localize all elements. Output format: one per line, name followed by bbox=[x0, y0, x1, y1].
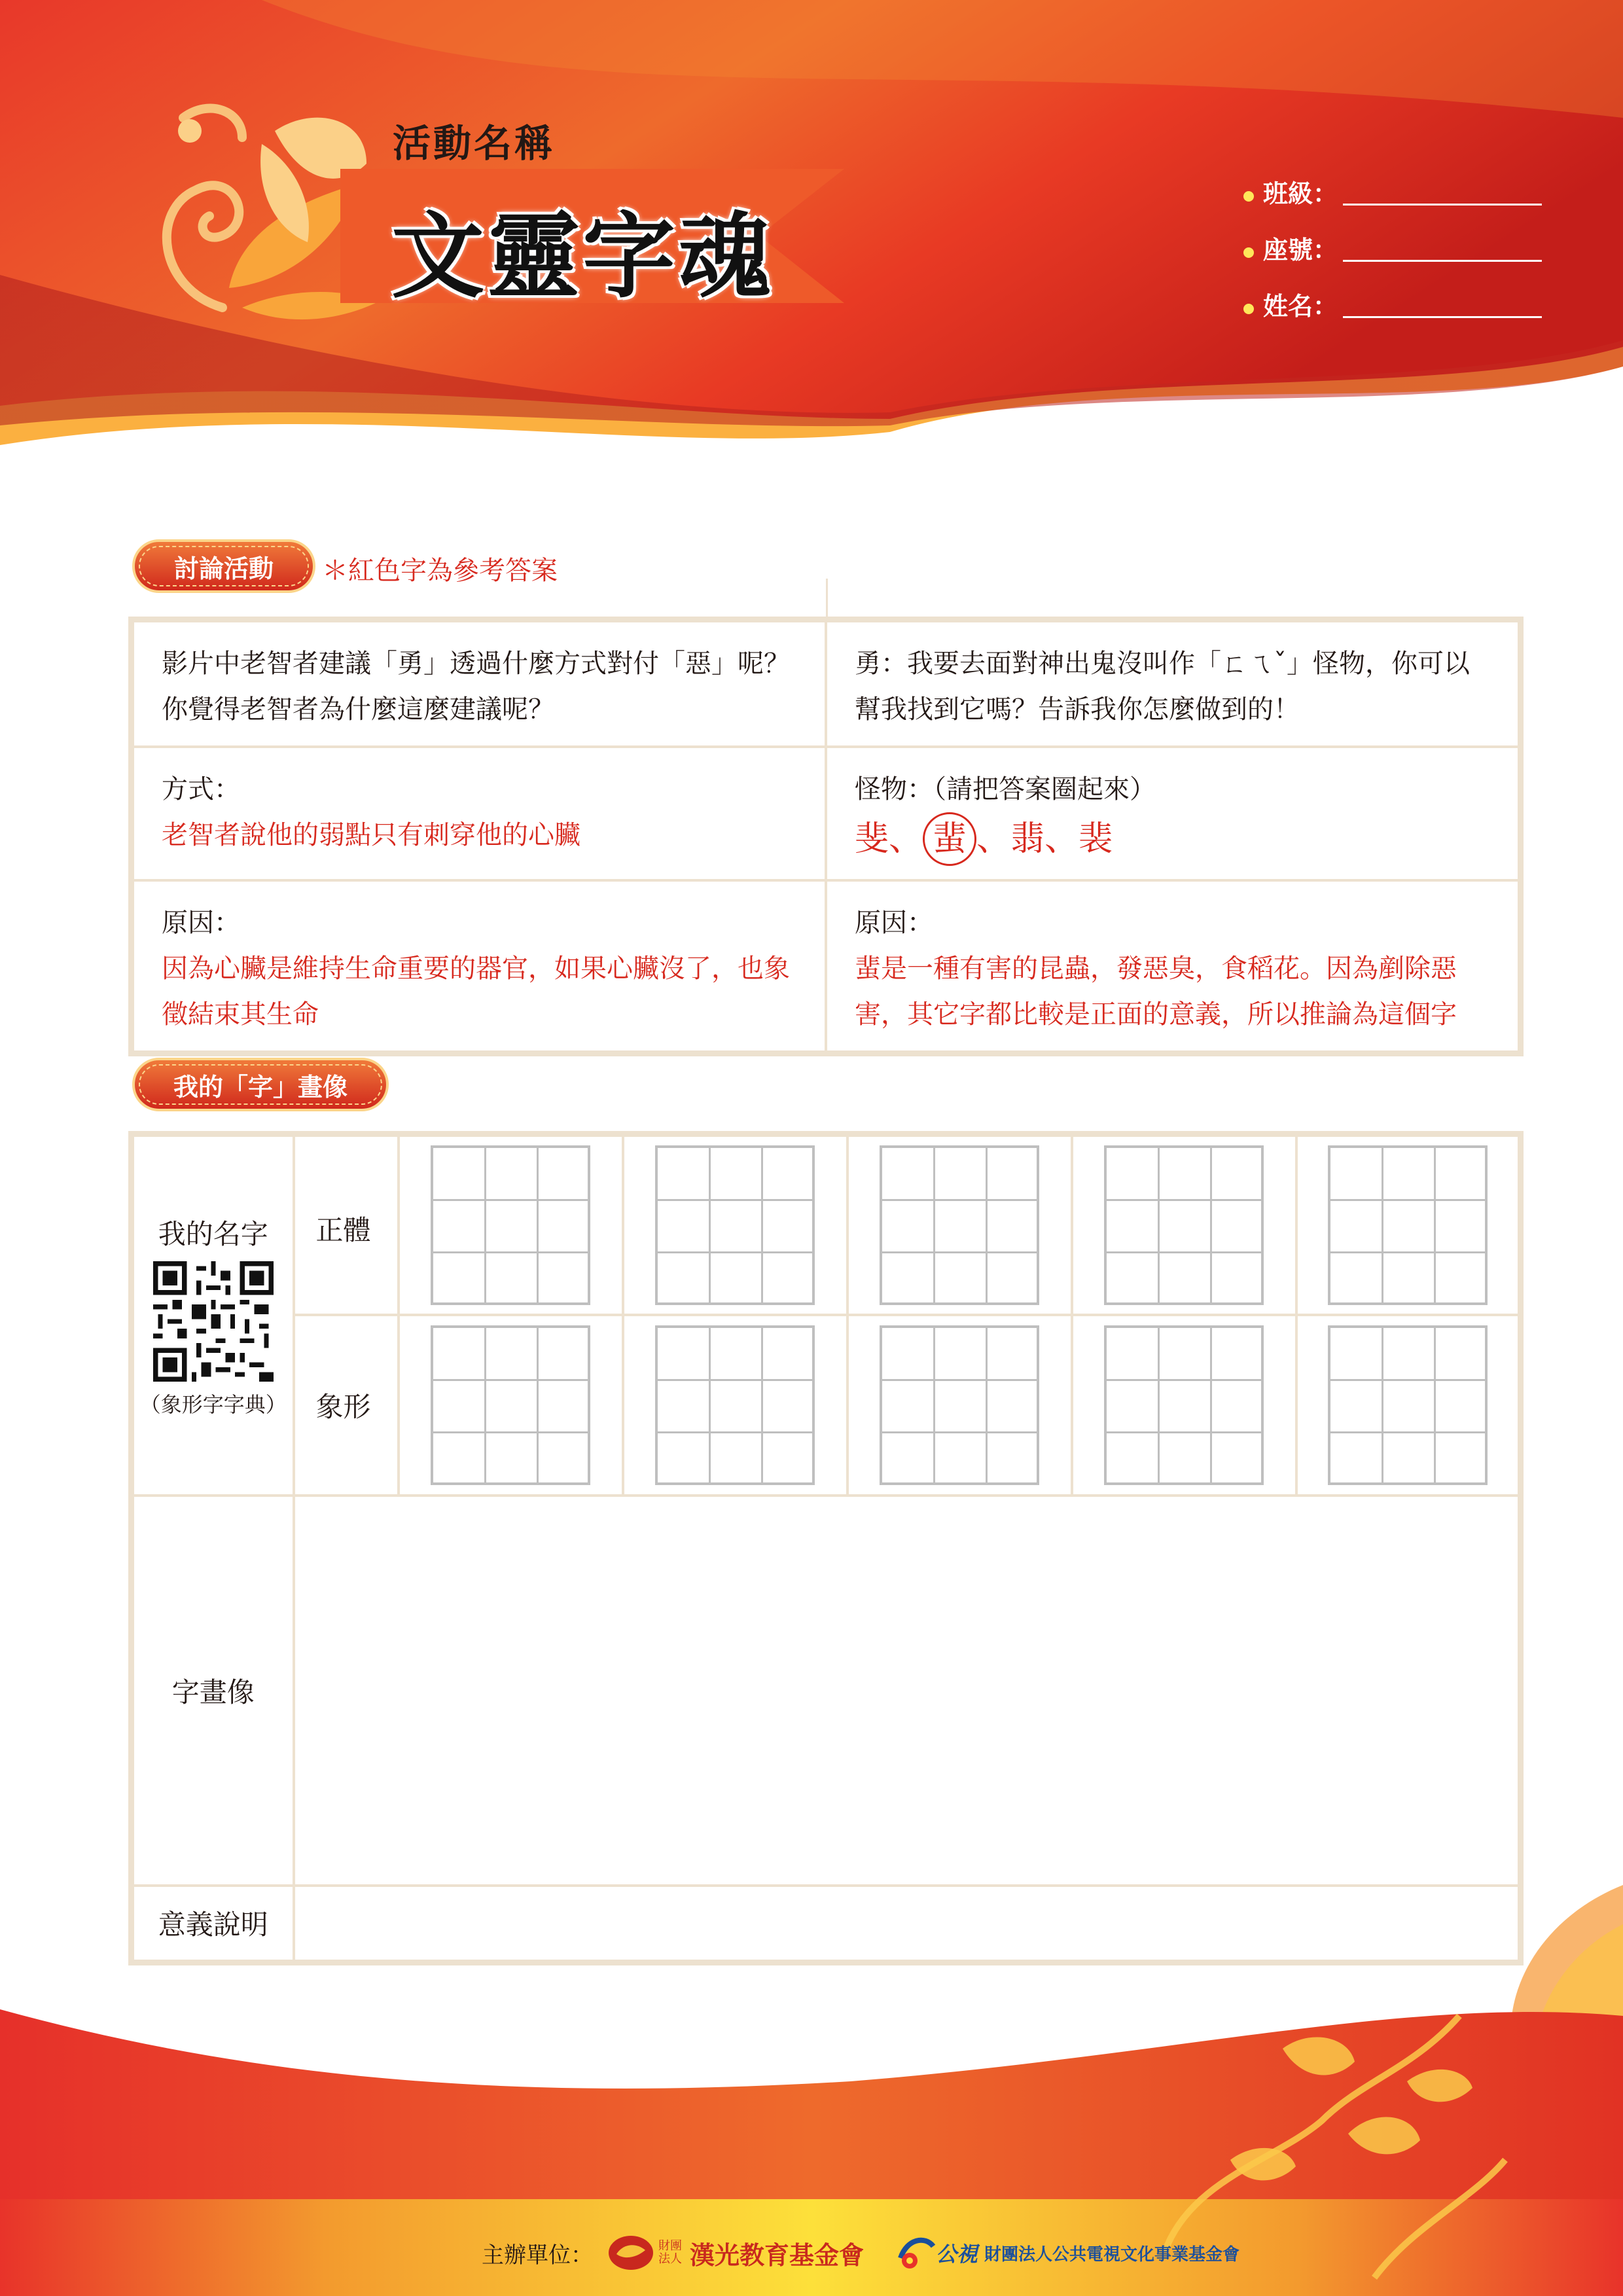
bullet-icon bbox=[1243, 191, 1254, 202]
option-separator: 、 bbox=[889, 819, 923, 859]
column-divider bbox=[826, 579, 828, 618]
portrait-table bbox=[128, 1131, 1524, 1965]
name-label: 姓名： bbox=[1263, 292, 1338, 321]
organizers bbox=[482, 2232, 1240, 2274]
nine-grid bbox=[431, 1145, 590, 1305]
grid-line bbox=[1107, 1199, 1261, 1201]
method-label: 方式： bbox=[162, 774, 240, 804]
standard-script-label: 正體 bbox=[294, 1134, 399, 1315]
class-field-row bbox=[1243, 157, 1542, 213]
org1-name: 漢光教育基金會 bbox=[690, 2240, 865, 2270]
grid-line bbox=[933, 1148, 935, 1302]
monster-option-circled[interactable]: 蜚 bbox=[923, 812, 976, 866]
grid-line bbox=[882, 1379, 1037, 1381]
writing-box[interactable] bbox=[1296, 1315, 1521, 1496]
writing-box[interactable] bbox=[847, 1134, 1072, 1315]
grid-line bbox=[658, 1199, 812, 1201]
grid-line bbox=[1210, 1148, 1212, 1302]
grid-line bbox=[1330, 1199, 1485, 1201]
grid-line bbox=[1107, 1379, 1261, 1381]
grid-line bbox=[882, 1199, 1037, 1201]
answer-note: ＊紅色字為參考答案 bbox=[322, 556, 558, 586]
table-row bbox=[132, 620, 1521, 747]
writing-box[interactable] bbox=[1296, 1134, 1521, 1315]
portrait-section-pill bbox=[132, 1058, 389, 1111]
nine-grid bbox=[880, 1325, 1039, 1485]
grid-line bbox=[1107, 1251, 1261, 1253]
grid-line bbox=[882, 1431, 1037, 1433]
seat-label: 座號： bbox=[1263, 236, 1338, 264]
grid-line bbox=[1330, 1379, 1485, 1381]
grid-line bbox=[709, 1328, 711, 1482]
discussion-section-label: 討論活動 bbox=[173, 554, 274, 583]
reason-answer: 因為心臟是維持生命重要的器官，如果心臟沒了，也象徵結束其生命 bbox=[162, 954, 790, 1030]
method-cell[interactable] bbox=[132, 747, 827, 880]
nine-grid bbox=[431, 1325, 590, 1485]
grid-line bbox=[986, 1148, 988, 1302]
grid-line bbox=[761, 1328, 763, 1482]
my-name-cell bbox=[132, 1134, 294, 1496]
nine-grid bbox=[1104, 1325, 1264, 1485]
table-row bbox=[132, 880, 1521, 1054]
nine-grid bbox=[1328, 1145, 1488, 1305]
monster-options bbox=[855, 812, 1490, 866]
grid-line bbox=[761, 1148, 763, 1302]
reason-label: 原因： bbox=[855, 908, 933, 938]
org2-name: 財團法人公共電視文化事業基金會 bbox=[984, 2244, 1240, 2265]
monster-label: 怪物：（請把答案圈起來） bbox=[855, 774, 1156, 804]
pts-logo-text: 公視 bbox=[936, 2242, 978, 2267]
grid-line bbox=[658, 1431, 812, 1433]
my-name-label: 我的名字 bbox=[158, 1217, 268, 1250]
discussion-table bbox=[128, 617, 1524, 1056]
reason-answer: 蜚是一種有害的昆蟲，發惡臭，食稻花。因為剷除惡害，其它字都比較是正面的意義，所以推論為這個字 bbox=[855, 954, 1457, 1030]
grid-line bbox=[1434, 1148, 1436, 1302]
writing-box[interactable] bbox=[1072, 1134, 1296, 1315]
bullet-icon bbox=[1243, 304, 1254, 314]
grid-line bbox=[709, 1148, 711, 1302]
question-1-cell bbox=[132, 620, 827, 747]
activity-name-label: 活動名稱 bbox=[393, 121, 556, 166]
grid-line bbox=[433, 1199, 588, 1201]
grid-line bbox=[1382, 1148, 1383, 1302]
monster-option[interactable]: 斐 bbox=[855, 819, 889, 859]
writing-box[interactable] bbox=[1072, 1315, 1296, 1496]
option-separator: 、 bbox=[976, 819, 1011, 859]
name-input-line[interactable] bbox=[1343, 316, 1542, 318]
student-info-fields bbox=[1243, 157, 1542, 326]
grid-line bbox=[882, 1251, 1037, 1253]
reason-right-cell[interactable] bbox=[826, 880, 1521, 1054]
question-1-text: 影片中老智者建議「勇」透過什麼方式對付「惡」呢？你覺得老智者為什麼這麼建議呢？ bbox=[162, 649, 790, 725]
grid-line bbox=[1330, 1431, 1485, 1433]
monster-option[interactable]: 裴 bbox=[1079, 819, 1113, 859]
hanguang-logo-icon bbox=[607, 2234, 654, 2271]
grid-line bbox=[1210, 1328, 1212, 1482]
grid-line bbox=[1382, 1328, 1383, 1482]
bullet-icon bbox=[1243, 247, 1254, 258]
reason-left-cell[interactable] bbox=[132, 880, 827, 1054]
grid-line bbox=[537, 1328, 539, 1482]
seat-field-row bbox=[1243, 213, 1542, 270]
portrait-drawing-area[interactable] bbox=[294, 1496, 1521, 1886]
writing-box[interactable] bbox=[399, 1315, 623, 1496]
grid-line bbox=[433, 1431, 588, 1433]
table-row bbox=[132, 747, 1521, 880]
pictograph-label: 象形 bbox=[294, 1315, 399, 1496]
grid-line bbox=[658, 1379, 812, 1381]
writing-box[interactable] bbox=[623, 1134, 847, 1315]
reason-label: 原因： bbox=[162, 908, 240, 938]
portrait-label: 字畫像 bbox=[132, 1496, 294, 1886]
name-field-row bbox=[1243, 270, 1542, 326]
method-answer: 老智者說他的弱點只有刺穿他的心臟 bbox=[162, 820, 580, 850]
nine-grid bbox=[1104, 1145, 1264, 1305]
grid-line bbox=[433, 1379, 588, 1381]
writing-box[interactable] bbox=[847, 1315, 1072, 1496]
grid-line bbox=[1330, 1251, 1485, 1253]
grid-line bbox=[658, 1251, 812, 1253]
nine-grid bbox=[655, 1325, 815, 1485]
meaning-label: 意義說明 bbox=[132, 1886, 294, 1963]
grid-line bbox=[537, 1148, 539, 1302]
nine-grid bbox=[880, 1145, 1039, 1305]
grid-line bbox=[933, 1328, 935, 1482]
option-separator: 、 bbox=[1044, 819, 1079, 859]
writing-box[interactable] bbox=[399, 1134, 623, 1315]
seat-input-line[interactable] bbox=[1343, 260, 1542, 262]
grid-line bbox=[1158, 1328, 1160, 1482]
org1-small-label: 財團法人 bbox=[658, 2239, 682, 2266]
writing-box[interactable] bbox=[623, 1315, 847, 1496]
nine-grid bbox=[655, 1145, 815, 1305]
grid-line bbox=[986, 1328, 988, 1482]
monster-option[interactable]: 翡 bbox=[1010, 819, 1045, 859]
grid-line bbox=[484, 1328, 486, 1482]
grid-line bbox=[433, 1251, 588, 1253]
grid-line bbox=[1107, 1431, 1261, 1433]
organizer-label: 主辦單位： bbox=[482, 2242, 593, 2269]
qr-code-icon[interactable] bbox=[153, 1261, 274, 1382]
qr-caption: （象形字字典） bbox=[139, 1391, 287, 1417]
question-2-text: 勇：我要去面對神出鬼沒叫作「ㄈㄟˇ」怪物，你可以幫我找到它嗎？告訴我你怎麼做到的！ bbox=[855, 649, 1470, 725]
grid-line bbox=[1158, 1148, 1160, 1302]
table-row bbox=[132, 1134, 1521, 1315]
nine-grid bbox=[1328, 1325, 1488, 1485]
discussion-section-pill bbox=[132, 539, 315, 593]
portrait-section-label: 我的「字」畫像 bbox=[173, 1072, 348, 1102]
question-2-cell bbox=[826, 620, 1521, 747]
table-row bbox=[132, 1496, 1521, 1886]
grid-line bbox=[1434, 1328, 1436, 1482]
grid-line bbox=[484, 1148, 486, 1302]
class-input-line[interactable] bbox=[1343, 204, 1542, 206]
table-row bbox=[132, 1315, 1521, 1496]
monster-cell[interactable] bbox=[826, 747, 1521, 880]
pts-logo-icon bbox=[894, 2232, 936, 2274]
class-label: 班級： bbox=[1263, 179, 1338, 208]
main-title: 文靈字魂 bbox=[391, 203, 774, 311]
